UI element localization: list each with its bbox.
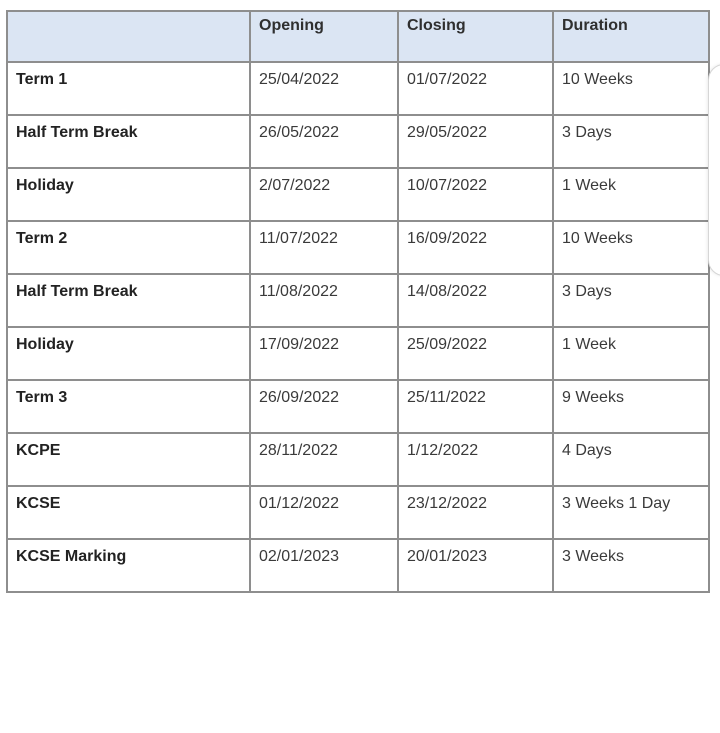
closing-cell: 29/05/2022 [398, 115, 553, 168]
event-cell: Holiday [7, 327, 250, 380]
closing-cell: 20/01/2023 [398, 539, 553, 592]
header-event [7, 11, 250, 62]
opening-cell: 11/08/2022 [250, 274, 398, 327]
closing-cell: 10/07/2022 [398, 168, 553, 221]
duration-cell: 3 Weeks [553, 539, 709, 592]
event-cell: KCPE [7, 433, 250, 486]
duration-cell: 3 Days [553, 274, 709, 327]
event-cell: Half Term Break [7, 274, 250, 327]
table-body [7, 62, 709, 592]
duration-cell: 1 Week [553, 168, 709, 221]
closing-cell: 1/12/2022 [398, 433, 553, 486]
opening-cell: 25/04/2022 [250, 62, 398, 115]
opening-cell: 01/12/2022 [250, 486, 398, 539]
duration-cell: 3 Weeks 1 Day [553, 486, 709, 539]
opening-cell: 28/11/2022 [250, 433, 398, 486]
duration-cell: 9 Weeks [553, 380, 709, 433]
closing-cell: 01/07/2022 [398, 62, 553, 115]
opening-cell: 02/01/2023 [250, 539, 398, 592]
duration-cell: 10 Weeks [553, 221, 709, 274]
header-duration: Duration [553, 11, 709, 62]
opening-cell: 26/05/2022 [250, 115, 398, 168]
table-row [7, 274, 709, 327]
header-closing: Closing [398, 11, 553, 62]
event-cell: KCSE Marking [7, 539, 250, 592]
opening-cell: 26/09/2022 [250, 380, 398, 433]
event-cell: Term 3 [7, 380, 250, 433]
table-row [7, 433, 709, 486]
table-row [7, 221, 709, 274]
table-row [7, 539, 709, 592]
school-calendar-table [6, 10, 710, 593]
event-cell: Holiday [7, 168, 250, 221]
duration-cell: 1 Week [553, 327, 709, 380]
duration-cell: 4 Days [553, 433, 709, 486]
duration-cell: 3 Days [553, 115, 709, 168]
opening-cell: 17/09/2022 [250, 327, 398, 380]
closing-cell: 25/09/2022 [398, 327, 553, 380]
table-row [7, 115, 709, 168]
opening-cell: 11/07/2022 [250, 221, 398, 274]
edge-panel-handle[interactable] [708, 64, 720, 276]
event-cell: Term 1 [7, 62, 250, 115]
header-opening: Opening [250, 11, 398, 62]
closing-cell: 16/09/2022 [398, 221, 553, 274]
closing-cell: 25/11/2022 [398, 380, 553, 433]
event-cell: Half Term Break [7, 115, 250, 168]
table-row [7, 486, 709, 539]
table-row [7, 168, 709, 221]
table-row [7, 327, 709, 380]
table-row [7, 380, 709, 433]
opening-cell: 2/07/2022 [250, 168, 398, 221]
event-cell: KCSE [7, 486, 250, 539]
duration-cell: 10 Weeks [553, 62, 709, 115]
header-row [7, 11, 709, 62]
closing-cell: 23/12/2022 [398, 486, 553, 539]
table-row [7, 62, 709, 115]
closing-cell: 14/08/2022 [398, 274, 553, 327]
event-cell: Term 2 [7, 221, 250, 274]
table-header [7, 11, 709, 62]
